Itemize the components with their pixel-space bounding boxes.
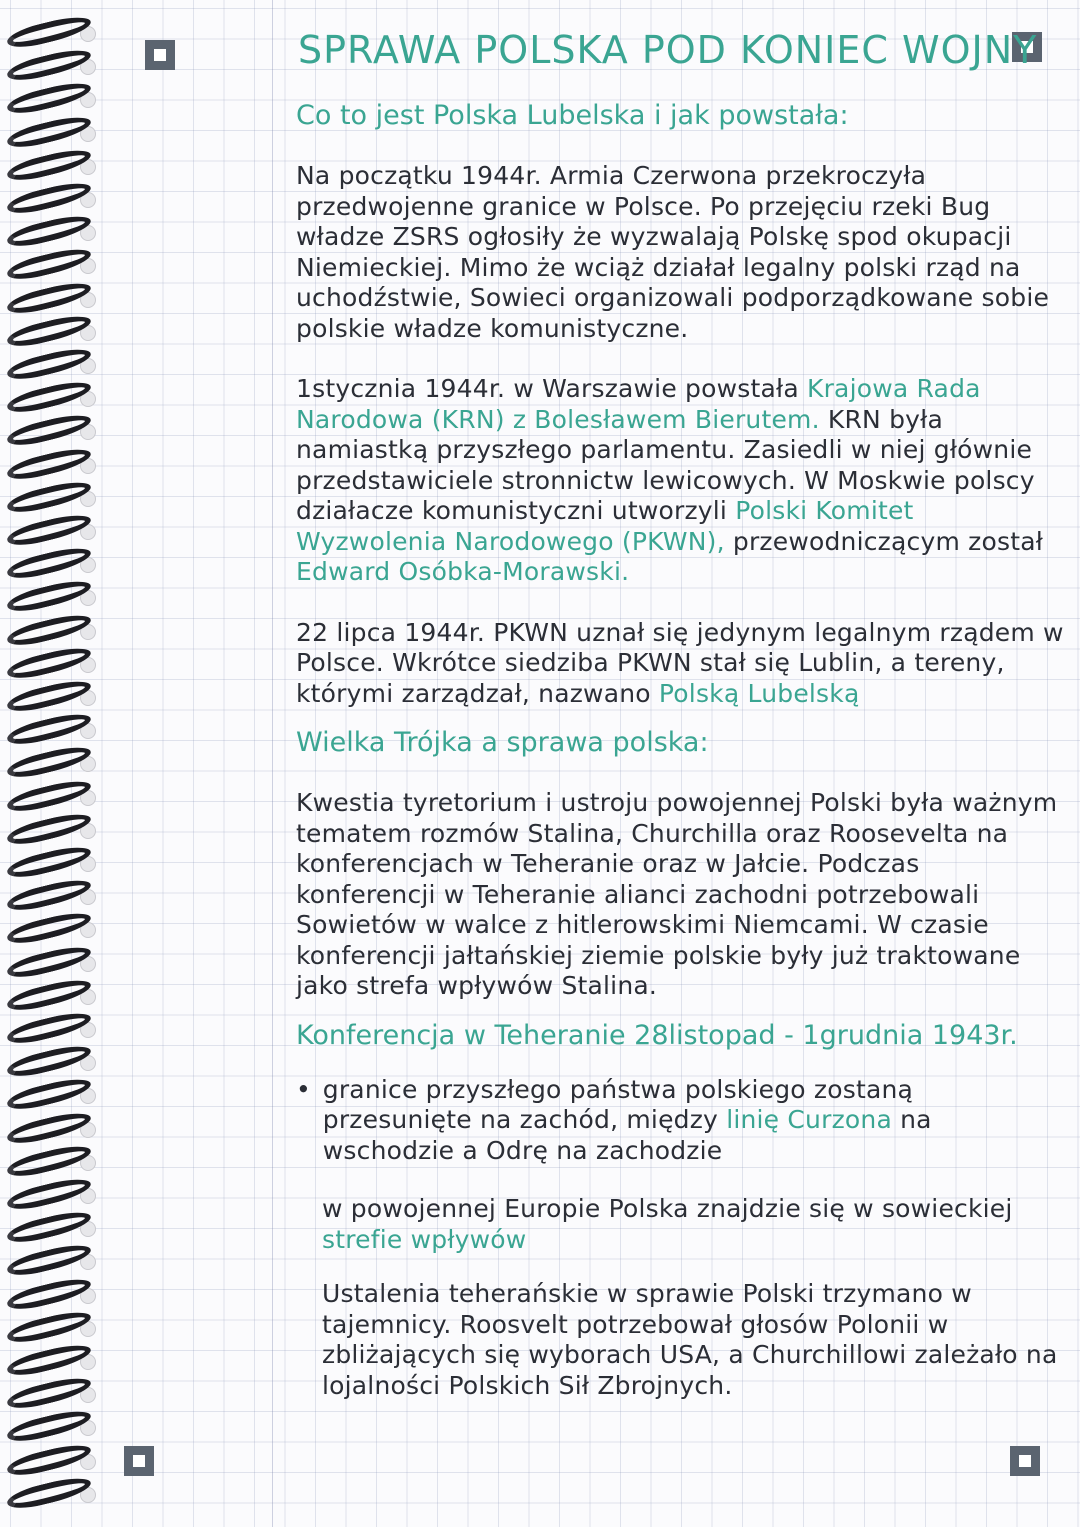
- highlight-polska-lubelska: Polską Lubelską: [658, 678, 860, 708]
- highlight-krn: Krajowa Rada Narodowa (KRN) z Bolesławem Bierutem.: [296, 374, 981, 434]
- binding-coil: [5, 111, 93, 151]
- section-heading-polska-lubelska: Co to jest Polska Lubelska i jak powstała:: [296, 100, 849, 131]
- bullet-text: [322, 1194, 1066, 1255]
- paragraph: Kwestia tyretorium i ustroju powojennej Polski była ważnym tematem rozmów Stalina, Churchilla oraz Roosevelta na konferencjach w Teheranie oraz w Jałcie. Podczas konferencji w Teheranie alianci zachodni potrzebowali Sowietów w walce z hitlerowskimi Niemcami. W czasie konferencji jałtańskiej ziemie polskie były już traktowane jako strefa wpływów Stalina.: [296, 788, 1058, 1000]
- section-heading-teheran: Konferencja w Teheranie 28listopad - 1grudnia 1943r.: [296, 1019, 1018, 1051]
- text: w powojennej Europie Polska znajdzie się w sowieckiej: [322, 1194, 1013, 1223]
- bullet-text: [323, 1075, 1066, 1167]
- paragraph: Ustalenia teherańskie w sprawie Polski trzymano w tajemnicy. Roosvelt potrzebował głosów Polonii w zbliżających się wyborach USA, a Churchillowi zależało na lojalności Polskich Sił Zbrojnych.: [322, 1279, 1058, 1400]
- note-content: [296, 28, 1066, 1401]
- text: 22 lipca 1944r. PKWN uznał się jedynym legalnym rządem w Polsce. Wkrótce siedziba PKWN stał się Lublin, a tereny, którymi zarządzał, nazwano: [296, 617, 1064, 708]
- margin-line: [272, 0, 273, 1527]
- binding-coil: [5, 1439, 93, 1479]
- binding-coil: [5, 609, 93, 649]
- section-heading-wielka-trojka: Wielka Trójka a sprawa polska:: [296, 727, 709, 758]
- bullet-item: [296, 1075, 1066, 1167]
- binding-coil: [5, 941, 93, 981]
- text: granice przyszłego państwa polskiego zostaną przesunięte na zachód, między: [322, 1074, 914, 1134]
- paragraph: [296, 618, 1066, 710]
- text: KRN była namiastką przyszłego parlamentu. Zasiedli w niej głównie przedstawiciele stronnictw lewicowych. W Moskwie polscy działacze komunistyczni utworzyli: [296, 404, 1035, 525]
- corner-mark-icon: [124, 1446, 154, 1476]
- text: 1stycznia 1944r. w Warszawie powstała: [296, 374, 807, 403]
- corner-mark-icon: [145, 40, 175, 70]
- highlight-pkwn: Polski Komitet Wyzwolenia Narodowego (PKWN),: [296, 496, 914, 556]
- highlight-osobka: Edward Osóbka-Morawski.: [296, 557, 630, 586]
- spiral-binding-icon: [0, 0, 110, 1527]
- paragraph: Na początku 1944r. Armia Czerwona przekroczyła przedwojenne granice w Polsce. Po przejęciu rzeki Bug władze ZSRS ogłosiły że wyzwalają Polskę spod okupacji Niemieckiej. Mimo że wciąż działał legalny polski rząd na uchodźstwie, Sowieci organizowali podporządkowane sobie polskie władze komunistyczne.: [296, 161, 1050, 343]
- highlight-strefa: strefie wpływów: [322, 1224, 527, 1254]
- text: na wschodzie a Odrę na zachodzie: [322, 1105, 932, 1165]
- binding-coil: [5, 277, 93, 317]
- corner-mark-icon: [1010, 1446, 1040, 1476]
- list-item: [296, 1194, 1066, 1255]
- bullet-icon: •: [296, 1074, 311, 1104]
- paragraph: [296, 374, 1066, 588]
- binding-coil: [5, 1273, 93, 1313]
- highlight-curzon: linię Curzona: [726, 1105, 892, 1134]
- page-title: SPRAWA POLSKA POD KONIEC WOJNY: [298, 28, 1038, 72]
- binding-coil: [5, 775, 93, 815]
- text: przewodniczącym został: [724, 526, 1044, 556]
- binding-coil: [5, 1107, 93, 1147]
- binding-coil: [5, 443, 93, 483]
